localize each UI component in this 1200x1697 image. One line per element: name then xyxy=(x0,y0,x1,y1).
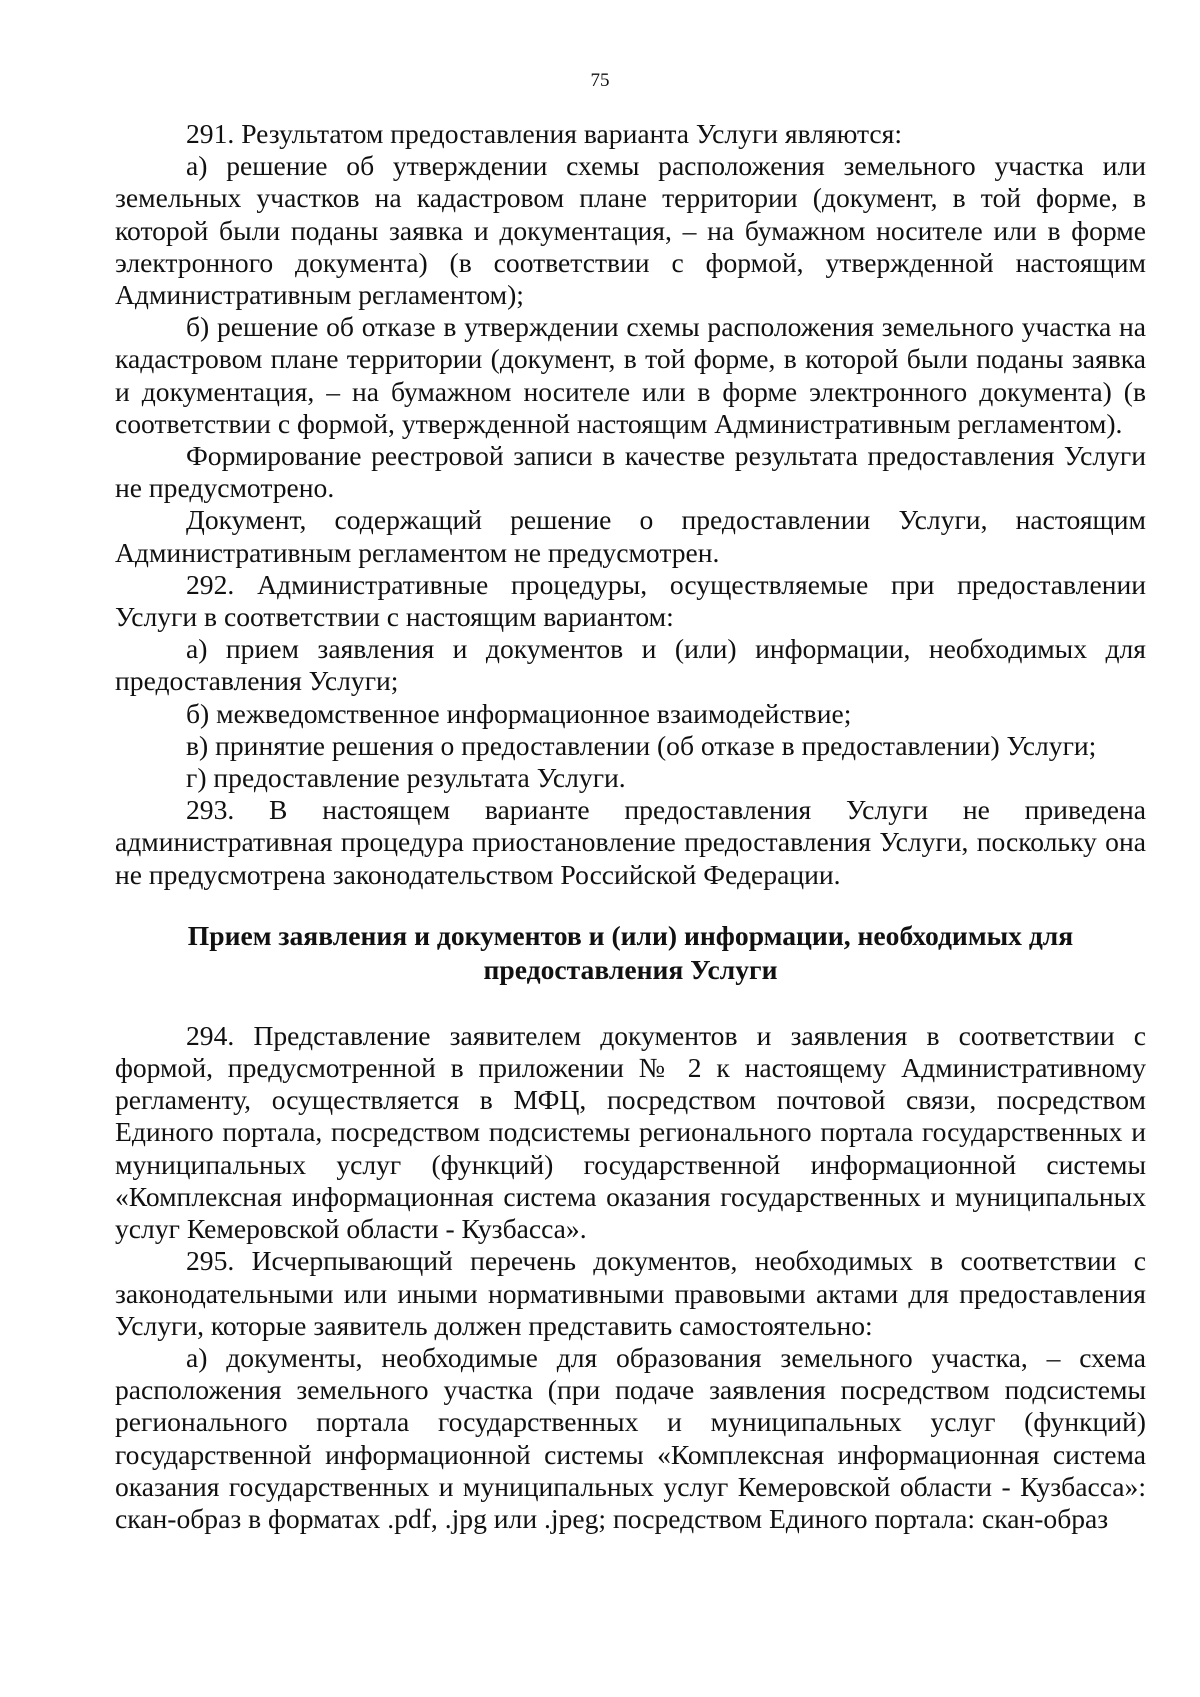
page-number: 75 xyxy=(590,70,610,91)
section-heading: Прием заявления и документов и (или) информации, необходимых для предоставления Услуги xyxy=(187,919,1074,985)
paragraph-291-b: б) решение об отказе в утверждении схемы расположения земельного участка на кадастровом плане территории (документ, в той форме, в которой были поданы заявка и документация, – на бумажном носителе или в форме электронного документа) (в соответствии с формой, утвержденной настоящим Административным регламентом). xyxy=(115,311,1146,439)
paragraph-292-v: в) принятие решения о предоставлении (об отказе в предоставлении) Услуги; xyxy=(186,729,1097,761)
paragraph-291-a: а) решение об утверждении схемы расположения земельного участка или земельных участков на кадастровом плане территории (документ, в той форме, в которой были поданы заявка и документация, – на бумажном носителе или в форме электронного документа) (в соответствии с формой, утвержденной настоящим Административным регламентом); xyxy=(115,150,1146,311)
document-body xyxy=(115,118,1146,1535)
paragraph-291: 291. Результатом предоставления варианта Услуги являются: xyxy=(186,118,903,149)
paragraph-document-note: Документ, содержащий решение о предоставлении Услуги, настоящим Административным регламентом не предусмотрен. xyxy=(115,504,1146,568)
paragraph-registry-note: Формирование реестровой записи в качестве результата предоставления Услуги не предусмотрено. xyxy=(115,440,1146,504)
paragraph-292-b: б) межведомственное информационное взаимодействие; xyxy=(186,697,852,729)
paragraph-292-a: а) прием заявления и документов и (или) информации, необходимых для предоставления Услуги; xyxy=(115,633,1146,697)
paragraph-295: 295. Исчерпывающий перечень документов, необходимых в соответствии с законодательными или иными нормативными правовыми актами для предоставления Услуги, которые заявитель должен представить самостоятельно: xyxy=(115,1245,1146,1341)
paragraph-293: 293. В настоящем варианте предоставления Услуги не приведена административная процедура приостановление предоставления Услуги, поскольку она не предусмотрена законодательством Российской Федерации. xyxy=(115,794,1146,890)
paragraph-294: 294. Представление заявителем документов и заявления в соответствии с формой, предусмотренной в приложении № 2 к настоящему Административному регламенту, осуществляется в МФЦ, посредством почтовой связи, посредством Единого портала, посредством подсистемы регионального портала государственных и муниципальных услуг (функций) государственной информационной системы «Комплексная информационная система оказания государственных и муниципальных услуг Кемеровской области - Кузбасса». xyxy=(115,1019,1146,1245)
paragraph-295-a: а) документы, необходимые для образования земельного участка, – схема расположения земельного участка (при подаче заявления посредством подсистемы регионального портала государственных и муниципальных услуг (функций) государственной информационной системы «Комплексная информационная система оказания государственных и муниципальных услуг Кемеровской области - Кузбасса»: скан-образ в форматах .pdf, .jpg или .jpeg; посредством Единого портала: скан-образ xyxy=(115,1341,1146,1534)
paragraph-292: 292. Административные процедуры, осуществляемые при предоставлении Услуги в соответствии с настоящим вариантом: xyxy=(115,568,1146,633)
paragraph-292-g: г) предоставление результата Услуги. xyxy=(186,762,626,794)
